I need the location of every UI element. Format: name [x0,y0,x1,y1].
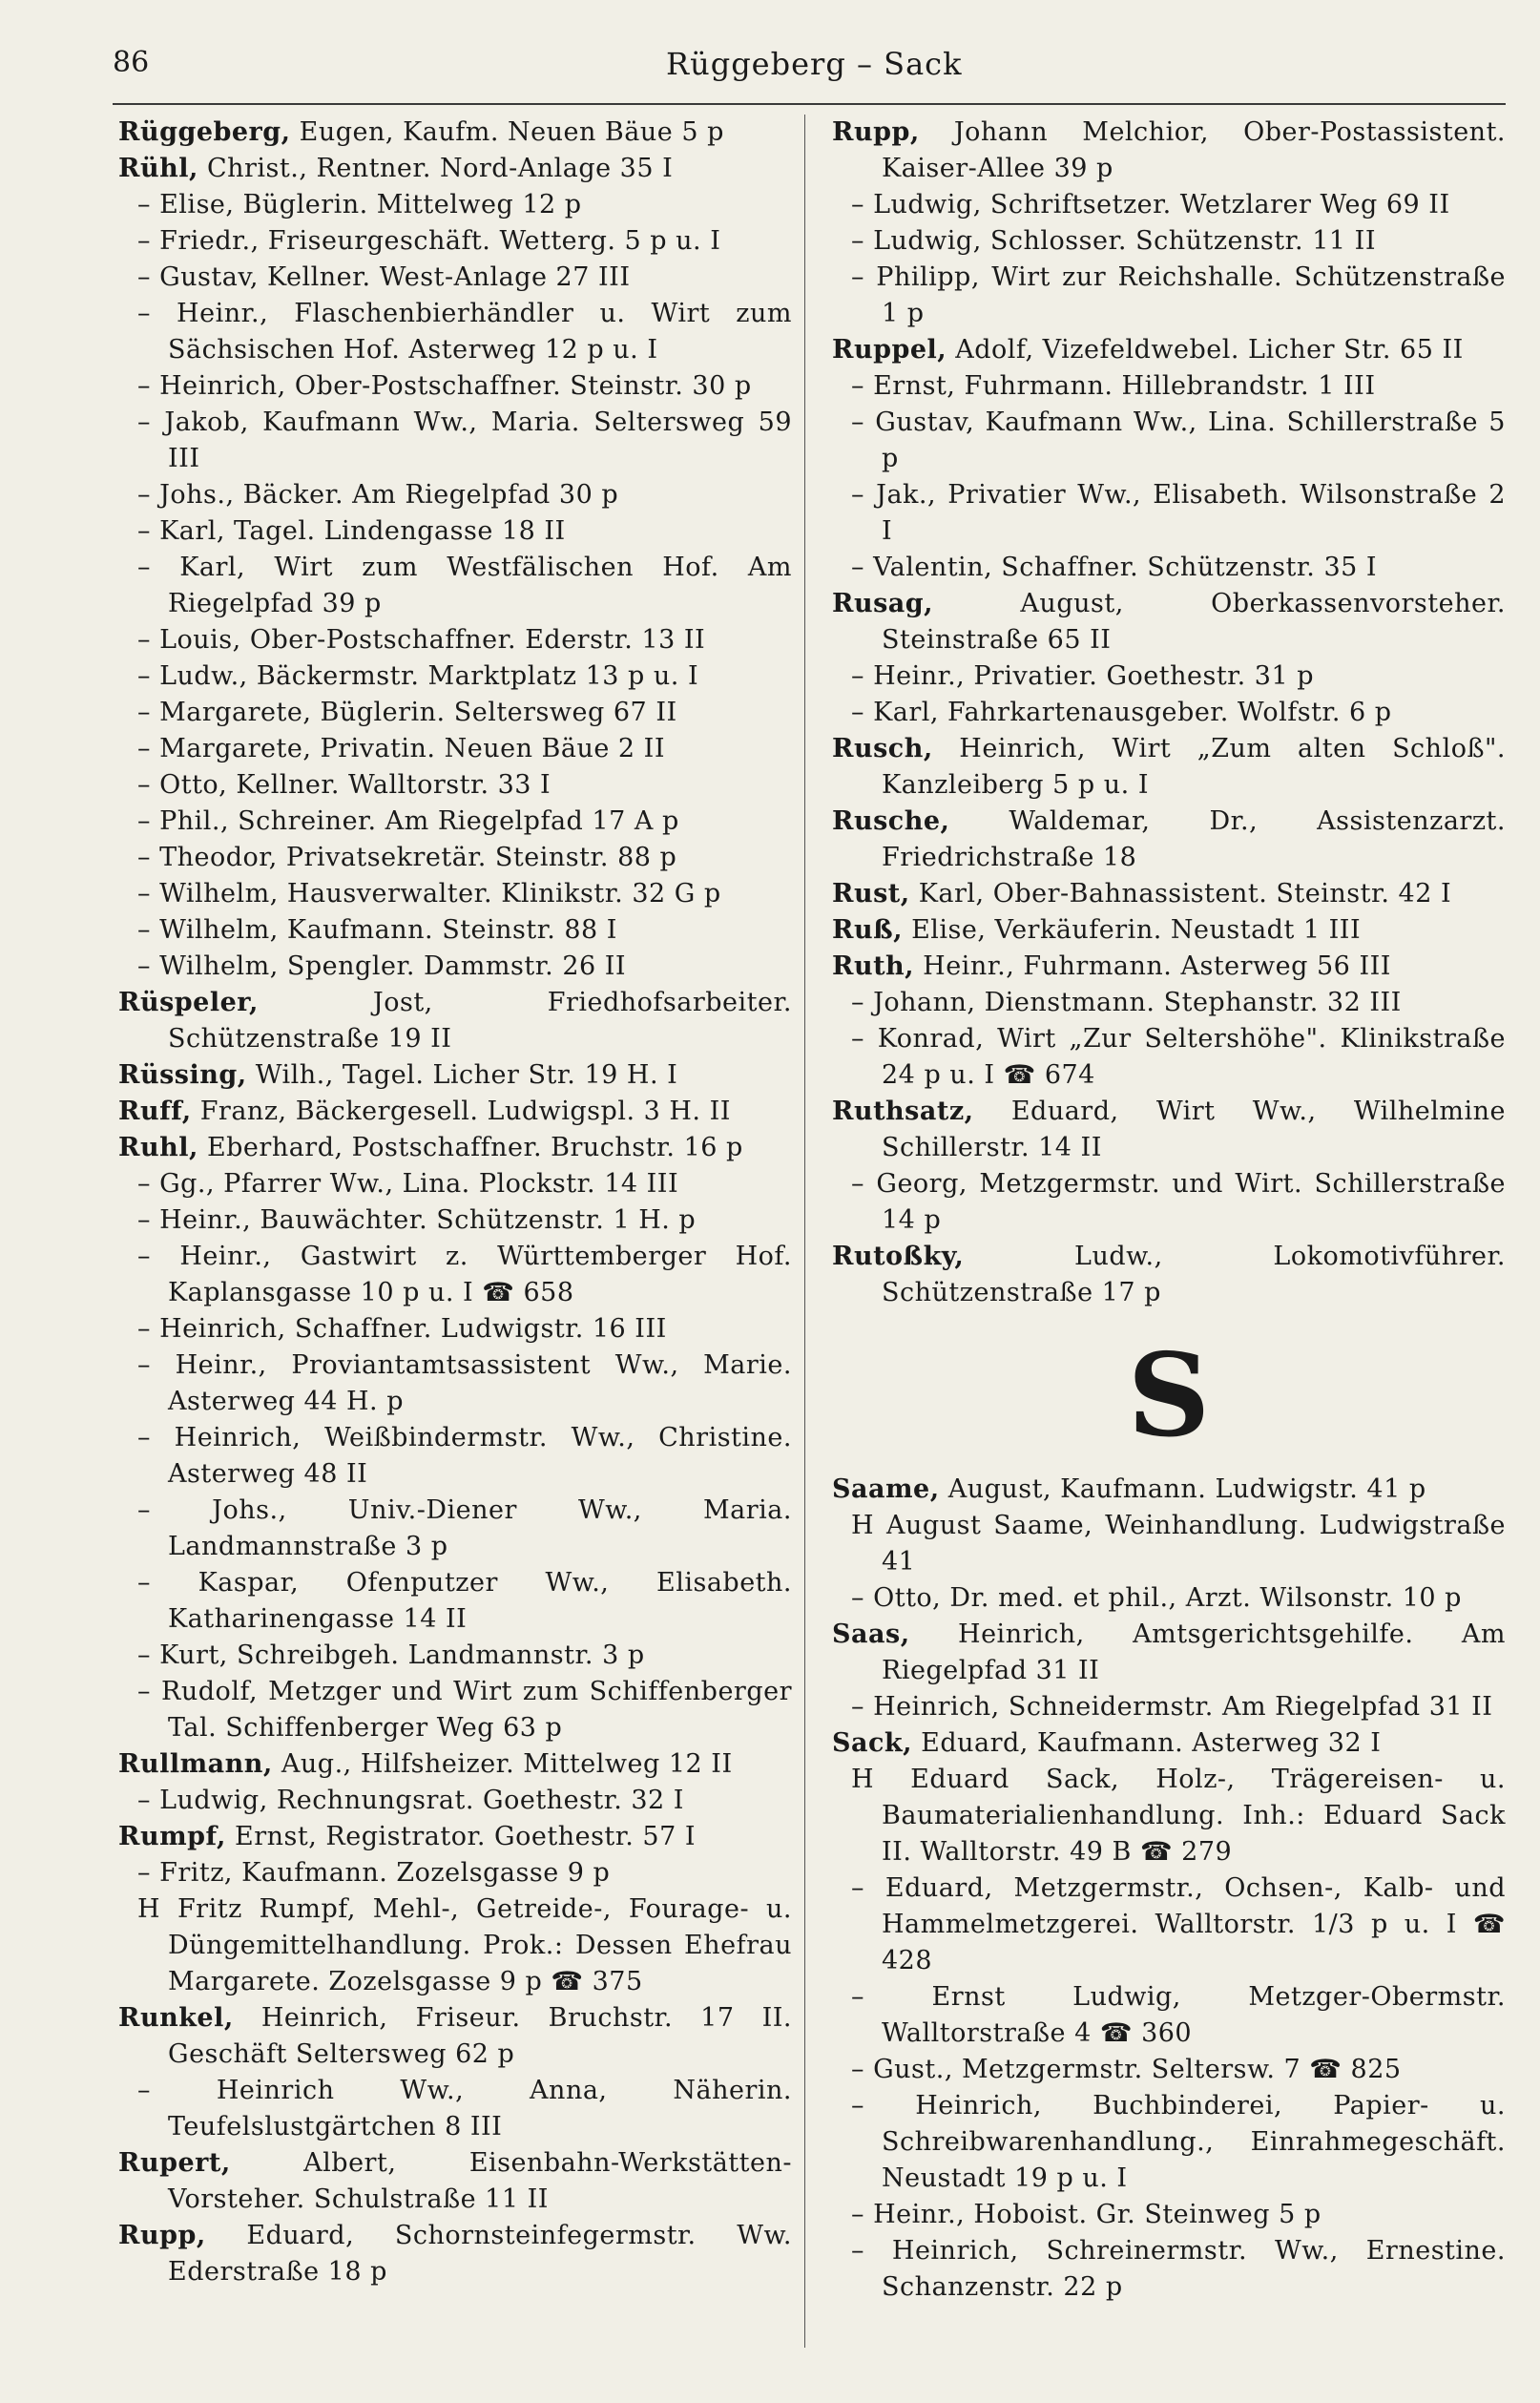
entry-details: – Heinrich, Ober-Postschaffner. Steinstr. 30 p [137,371,752,401]
entry-details: Eduard, Wirt Ww., Wilhelmine Schillerstr. 14 II [882,1097,1506,1162]
entry-surname: Rüggeberg, [118,117,291,147]
entry-details: Albert, Eisenbahn-Werkstätten-Vorsteher. Schulstraße 11 II [168,2148,792,2214]
directory-entry [118,1239,792,1311]
entry-details: – Heinr., Gastwirt z. Württemberger Hof. Kaplansgasse 10 p u. I ☎ 658 [137,1242,792,1307]
entry-surname: Rupp, [832,117,920,147]
directory-entry [118,1311,792,1348]
directory-entry [832,2233,1506,2306]
entry-details: – Fritz, Kaufmann. Zozelsgasse 9 p [137,1858,611,1888]
directory-entry [832,949,1506,985]
entry-details: Karl, Ober-Bahnassistent. Steinstr. 42 I [909,879,1452,909]
right-column-bottom [832,1472,1506,2306]
entry-details: – Valentin, Schaffner. Schützenstr. 35 I [851,553,1378,582]
left-column [118,115,792,2290]
entry-details: Eugen, Kaufm. Neuen Bäue 5 p [290,117,724,147]
entry-details: – Karl, Wirt zum Westfälischen Hof. Am Riegelpfad 39 p [137,553,792,618]
entry-surname: Rühl, [118,154,198,183]
entry-details: – Phil., Schreiner. Am Riegelpfad 17 A p [137,806,679,836]
entry-details: H Fritz Rumpf, Mehl-, Getreide-, Fourage- u. Düngemittelhandlung. Prok.: Dessen Ehefrau Margarete. Zozelsgasse 9 p ☎ 375 [137,1894,792,1996]
right-column [832,115,1506,2306]
entry-details: Wilh., Tagel. Licher Str. 19 H. I [246,1060,678,1090]
entry-details: – Kaspar, Ofenputzer Ww., Elisabeth. Katharinengasse 14 II [137,1568,792,1634]
entry-surname: Ruth, [832,951,915,981]
directory-entry [118,368,792,405]
directory-entry [118,1420,792,1493]
entry-details: Ludw., Lokomotivführer. Schützenstraße 17 p [882,1242,1506,1307]
entry-surname: Ruhl, [118,1133,198,1162]
directory-entry [832,115,1506,187]
entry-surname: Ruß, [832,915,903,945]
directory-entry [118,115,792,151]
directory-entry [832,876,1506,912]
directory-entry [832,1580,1506,1617]
directory-entry [832,985,1506,1021]
directory-entry [118,187,792,223]
directory-entry [832,223,1506,260]
entry-surname: Rupp, [118,2221,206,2250]
entry-surname: Ruff, [118,1097,192,1126]
entry-details: – Ludwig, Rechnungsrat. Goethestr. 32 I [137,1786,684,1815]
entry-details: Elise, Verkäuferin. Neustadt 1 III [902,915,1362,945]
right-column-top [832,115,1506,1311]
entry-details: – Gustav, Kellner. West-Anlage 27 III [137,262,631,292]
directory-entry [118,296,792,368]
entry-surname: Runkel, [118,2003,234,2033]
entry-details: – Karl, Tagel. Lindengasse 18 II [137,516,566,546]
entry-details: – Karl, Fahrkartenausgeber. Wolfstr. 6 p [851,698,1392,727]
running-head: Rüggeberg – Sack [666,46,963,82]
entry-details: Heinrich, Wirt „Zum alten Schloß". Kanzleiberg 5 p u. I [882,734,1506,800]
entry-details: – Rudolf, Metzger und Wirt zum Schiffenberger Tal. Schiffenberger Weg 63 p [137,1677,792,1743]
entry-details: – Ludwig, Schlosser. Schützenstr. 11 II [851,226,1376,256]
entry-details: – Gg., Pfarrer Ww., Lina. Plockstr. 14 III [137,1169,679,1199]
entry-details: Adolf, Vizefeldwebel. Licher Str. 65 II [947,335,1464,365]
entry-details: – Heinrich Ww., Anna, Näherin. Teufelslustgärtchen 8 III [137,2076,792,2142]
directory-entry [832,368,1506,405]
entry-surname: Saame, [832,1474,940,1504]
directory-entry [118,1130,792,1166]
entry-details: Heinrich, Friseur. Bruchstr. 17 II. Geschäft Seltersweg 62 p [168,2003,792,2069]
entry-surname: Rusch, [832,734,933,763]
directory-entry [832,1166,1506,1239]
entry-details: – Gust., Metzgermstr. Seltersw. 7 ☎ 825 [851,2055,1402,2084]
directory-entry [832,332,1506,368]
entry-details: – Heinrich, Schreinermstr. Ww., Ernestine. Schanzenstr. 22 p [851,2236,1506,2302]
section-letter: S [1127,1328,1211,1463]
column-divider [804,115,805,2348]
entry-details: – Ernst, Fuhrmann. Hillebrandstr. 1 III [851,371,1376,401]
entry-details: August, Oberkassenvorsteher. Steinstraße 65 II [882,589,1506,655]
entry-details: Ernst, Registrator. Goethestr. 57 I [225,1822,696,1851]
entry-surname: Rüssing, [118,1060,247,1090]
entry-details: – Ernst Ludwig, Metzger-Obermstr. Walltorstraße 4 ☎ 360 [851,1982,1506,2048]
directory-entry [118,731,792,767]
entry-details: – Johann, Dienstmann. Stephanstr. 32 III [851,988,1402,1017]
directory-entry [118,1819,792,1855]
entry-details: Johann Melchior, Ober-Postassistent. Kaiser-Allee 39 p [882,117,1506,183]
directory-entry [118,1783,792,1819]
entry-details: Franz, Bäckergesell. Ludwigspl. 3 H. II [191,1097,731,1126]
entry-details: – Heinr., Hoboist. Gr. Steinweg 5 p [851,2200,1321,2229]
entry-surname: Ruthsatz, [832,1097,974,1126]
entry-surname: Rumpf, [118,1822,226,1851]
directory-entry [118,513,792,550]
directory-entry [832,804,1506,876]
directory-entry [832,187,1506,223]
entry-details: – Elise, Büglerin. Mittelweg 12 p [137,190,582,219]
entry-details: – Ludwig, Schriftsetzer. Wetzlarer Weg 69 II [851,190,1450,219]
entry-details: – Heinr., Bauwächter. Schützenstr. 1 H. p [137,1205,697,1235]
directory-entry [832,1617,1506,1689]
entry-surname: Rutoßky, [832,1242,965,1271]
directory-entry [118,912,792,949]
entry-details: – Konrad, Wirt „Zur Seltershöhe". Klinikstraße 24 p u. I ☎ 674 [851,1024,1506,1090]
directory-entry [118,2145,792,2218]
entry-details: Eduard, Kaufmann. Asterweg 32 I [912,1728,1382,1758]
entry-details: – Georg, Metzgermstr. und Wirt. Schillerstraße 14 p [851,1169,1506,1235]
entry-details: Jost, Friedhofsarbeiter. Schützenstraße 19 II [168,988,792,1054]
directory-entry [832,1094,1506,1166]
directory-entry [832,1472,1506,1508]
directory-entry [118,658,792,695]
directory-entry [118,985,792,1057]
directory-entry [832,1021,1506,1094]
entry-details: – Louis, Ober-Postschaffner. Ederstr. 13 II [137,625,706,655]
entry-details: Eduard, Schornsteinfegermstr. Ww. Ederstraße 18 p [168,2221,792,2287]
entry-details: – Friedr., Friseurgeschäft. Wetterg. 5 p u. I [137,226,721,256]
directory-entry [118,804,792,840]
directory-entry [118,1493,792,1565]
directory-entry [118,1094,792,1130]
directory-entry [832,550,1506,586]
directory-entry [118,876,792,912]
directory-entry [832,1239,1506,1311]
entry-details: – Ludw., Bäckermstr. Marktplatz 13 p u. I [137,661,699,691]
directory-entry [832,260,1506,332]
entry-details: – Heinrich, Schaffner. Ludwigstr. 16 III [137,1314,667,1344]
entry-details: – Jakob, Kaufmann Ww., Maria. Seltersweg 59 III [137,407,792,473]
entry-surname: Sack, [832,1728,913,1758]
entry-details: – Margarete, Privatin. Neuen Bäue 2 II [137,734,666,763]
directory-entry [118,949,792,985]
directory-entry [118,1202,792,1239]
entry-details: – Heinr., Privatier. Goethestr. 31 p [851,661,1315,691]
entry-surname: Rupert, [118,2148,231,2178]
entry-details: – Eduard, Metzgermstr., Ochsen-, Kalb- und Hammelmetzgerei. Walltorstr. 1/3 p u. I ☎ 428 [851,1873,1506,1975]
directory-entry [832,658,1506,695]
directory-entry [118,260,792,296]
entry-surname: Rust, [832,879,910,909]
entry-details: Heinr., Fuhrmann. Asterweg 56 III [914,951,1391,981]
entry-details: – Kurt, Schreibgeh. Landmannstr. 3 p [137,1640,645,1670]
directory-entry [118,1891,792,2000]
directory-entry [118,2073,792,2145]
entry-surname: Rullmann, [118,1749,273,1779]
directory-entry [832,912,1506,949]
directory-entry [832,586,1506,658]
entry-details: Eberhard, Postschaffner. Bruchstr. 16 p [198,1133,743,1162]
directory-entry [118,1565,792,1638]
entry-details: – Heinrich, Schneidermstr. Am Riegelpfad 31 II [851,1692,1493,1722]
entry-details: – Heinr., Proviantamtsassistent Ww., Marie. Asterweg 44 H. p [137,1350,792,1416]
entry-details: H Eduard Sack, Holz-, Trägereisen- u. Baumaterialienhandlung. Inh.: Eduard Sack II. Walltorstr. 49 B ☎ 279 [851,1765,1506,1867]
directory-entry [118,1348,792,1420]
entry-details: Christ., Rentner. Nord-Anlage 35 I [198,154,674,183]
page-header [113,46,1506,99]
directory-entry [832,1508,1506,1580]
directory-entry [832,477,1506,550]
directory-entry [832,1870,1506,1979]
entry-details: H August Saame, Weinhandlung. Ludwigstraße 41 [851,1511,1506,1577]
entry-details: – Wilhelm, Spengler. Dammstr. 26 II [137,951,627,981]
entry-details: – Johs., Univ.-Diener Ww., Maria. Landmannstraße 3 p [137,1495,792,1561]
directory-entry [118,2218,792,2290]
directory-entry [118,2000,792,2073]
header-rule [113,103,1506,105]
directory-entry [118,151,792,187]
directory-entry [832,2197,1506,2233]
entry-surname: Rusag, [832,589,934,618]
directory-entry [118,477,792,513]
entry-details: – Heinrich, Weißbindermstr. Ww., Christine. Asterweg 48 II [137,1423,792,1489]
entry-details: – Jak., Privatier Ww., Elisabeth. Wilsonstraße 2 I [851,480,1506,546]
entry-details: Aug., Hilfsheizer. Mittelweg 12 II [272,1749,733,1779]
directory-entry [118,622,792,658]
entry-surname: Ruppel, [832,335,947,365]
entry-details: – Margarete, Büglerin. Seltersweg 67 II [137,698,677,727]
directory-entry [118,1855,792,1891]
directory-entry [118,1674,792,1746]
directory-entry [832,1979,1506,2052]
directory-entry [832,2052,1506,2088]
entry-details: Waldemar, Dr., Assistenzarzt. Friedrichstraße 18 [882,806,1506,872]
directory-entry [118,1746,792,1783]
directory-entry [118,405,792,477]
directory-entry [832,2088,1506,2197]
entry-details: Heinrich, Amtsgerichtsgehilfe. Am Riegelpfad 31 II [882,1619,1506,1685]
entry-details: – Wilhelm, Kaufmann. Steinstr. 88 I [137,915,617,945]
directory-entry [118,767,792,804]
directory-entry [832,405,1506,477]
entry-surname: Rusche, [832,806,950,836]
entry-details: – Theodor, Privatsekretär. Steinstr. 88 p [137,843,677,872]
entry-details: – Otto, Dr. med. et phil., Arzt. Wilsonstr. 10 p [851,1583,1462,1613]
entry-details: – Heinrich, Buchbinderei, Papier- u. Schreibwarenhandlung., Einrahmegeschäft. Neustadt 19 p u. I [851,2091,1506,2193]
entry-details: – Heinr., Flaschenbierhändler u. Wirt zum Sächsischen Hof. Asterweg 12 p u. I [137,299,792,365]
directory-entry [832,1725,1506,1762]
entry-details: – Wilhelm, Hausverwalter. Klinikstr. 32 G p [137,879,721,909]
entry-details: – Otto, Kellner. Walltorstr. 33 I [137,770,551,800]
page-number: 86 [113,46,150,79]
directory-entry [118,1166,792,1202]
directory-entry [118,223,792,260]
directory-entry [832,695,1506,731]
directory-entry [118,1057,792,1094]
directory-entry [832,1762,1506,1870]
entry-surname: Rüspeler, [118,988,259,1017]
directory-entry [118,1638,792,1674]
directory-entry [118,695,792,731]
entry-details: – Philipp, Wirt zur Reichshalle. Schützenstraße 1 p [851,262,1506,328]
entry-details: August, Kaufmann. Ludwigstr. 41 p [939,1474,1426,1504]
directory-entry [832,731,1506,804]
entry-surname: Saas, [832,1619,910,1649]
entry-details: – Gustav, Kaufmann Ww., Lina. Schillerstraße 5 p [851,407,1506,473]
directory-entry [832,1689,1506,1725]
directory-entry [118,840,792,876]
directory-entry [118,550,792,622]
entry-details: – Johs., Bäcker. Am Riegelpfad 30 p [137,480,619,510]
